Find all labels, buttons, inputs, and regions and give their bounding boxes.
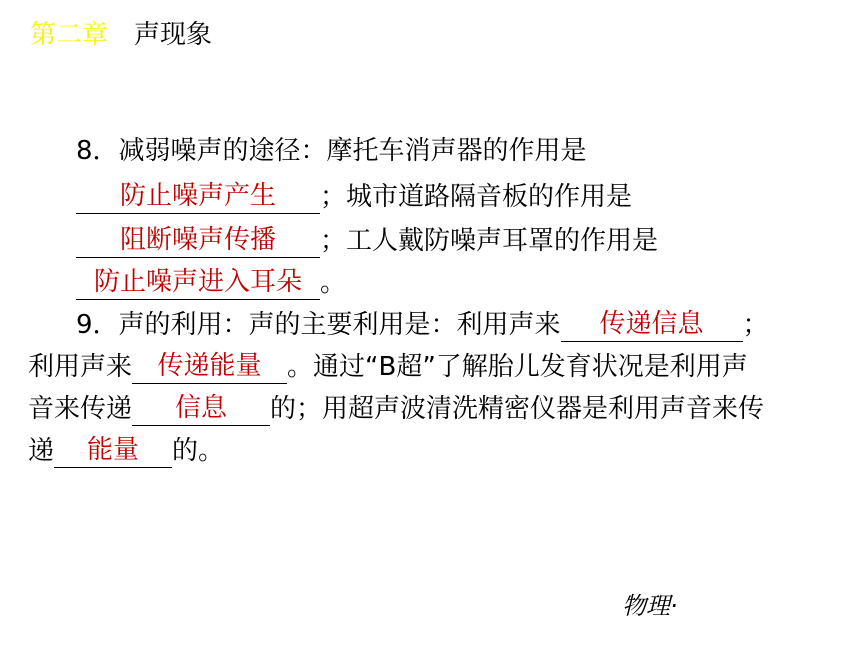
subject-footer: 物理· xyxy=(622,592,678,620)
q9-line-1 xyxy=(76,308,769,342)
slide-header xyxy=(30,18,212,52)
q9-answer-4: 能量 xyxy=(87,435,140,465)
q9-text-4: 。通过“B超”了解胎儿发育状况是利用声 xyxy=(287,352,748,382)
chapter-label: 第二章 xyxy=(30,20,109,50)
q8-line-3 xyxy=(76,224,658,258)
q9-text-2: ； xyxy=(742,310,769,340)
q8-text-2: ；城市道路隔音板的作用是 xyxy=(320,182,633,212)
q8-text-1: 8．减弱噪声的途径：摩托车消声器的作用是 xyxy=(76,136,587,166)
q8-blank-3 xyxy=(76,269,320,300)
q9-line-3 xyxy=(28,392,764,426)
q9-blank-4 xyxy=(54,437,172,468)
chapter-title: 声现象 xyxy=(134,20,213,50)
q8-text-3: ；工人戴防噪声耳罩的作用是 xyxy=(320,226,659,256)
q8-line-2 xyxy=(76,180,632,214)
q9-answer-1: 传递信息 xyxy=(599,309,704,339)
q9-text-6: 的；用超声波清洗精密仪器是利用声音来传 xyxy=(270,394,765,424)
q9-blank-2 xyxy=(132,353,287,384)
q9-answer-2: 传递能量 xyxy=(157,351,262,381)
q8-answer-2: 阻断噪声传播 xyxy=(119,225,276,255)
q9-text-8: 的。 xyxy=(172,436,225,466)
q9-blank-1 xyxy=(561,311,743,342)
q9-line-2 xyxy=(28,350,748,384)
q8-answer-3: 防止噪声进入耳朵 xyxy=(93,267,302,297)
q9-blank-3 xyxy=(132,395,270,426)
q9-text-5: 音来传递 xyxy=(28,394,133,424)
q9-text-7: 递 xyxy=(28,436,55,466)
q8-line-4 xyxy=(76,266,346,300)
q8-blank-2 xyxy=(76,227,320,258)
q8-line-1 xyxy=(76,134,587,168)
q8-answer-1: 防止噪声产生 xyxy=(119,181,276,211)
q9-text-1: 9．声的利用：声的主要利用是：利用声来 xyxy=(76,310,561,340)
q9-answer-3: 信息 xyxy=(175,393,228,423)
q9-text-3: 利用声来 xyxy=(28,352,133,382)
q8-blank-1 xyxy=(76,183,320,214)
q8-text-4: 。 xyxy=(320,268,347,298)
q9-line-4 xyxy=(28,434,224,468)
